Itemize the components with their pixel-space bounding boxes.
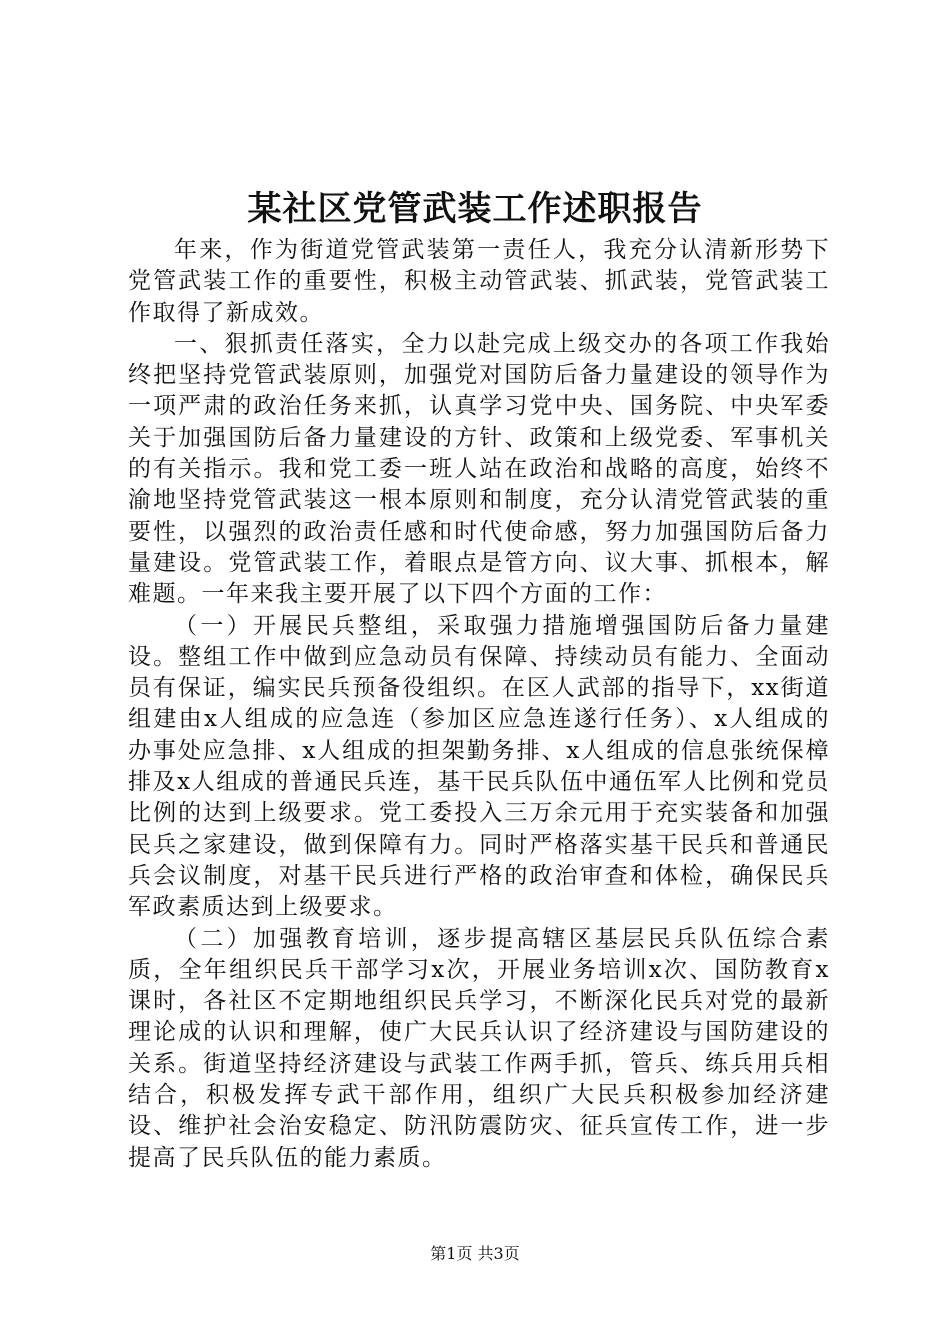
page-indicator: 第1页 共3页 bbox=[430, 1244, 520, 1263]
paragraph-intro: 年来，作为街道党管武装第一责任人，我充分认清新形势下党管武装工作的重要性，积极主动管武装、抓武装，党管武装工作取得了新成效。 bbox=[128, 237, 830, 326]
page-footer bbox=[0, 1242, 950, 1266]
paragraph-subsection-1: （一）开展民兵整组，采取强力措施增强国防后备力量建设。整组工作中做到应急动员有保障、持续动员有能力、全面动员有保证，编实民兵预备役组织。在区人武部的指导下，xx街道组建由x人组成的应急连（参加区应急连遂行任务）、x人组成的办事处应急排、x人组成的担架勤务排、x人组成的信息张统保樟排及x人组成的普通民兵连，基干民兵队伍中通伍军人比例和党员比例的达到上级要求。党工委投入三万余元用于充实装备和加强民兵之家建设，做到保障有力。同时严格落实基干民兵和普通民兵会议制度，对基干民兵进行严格的政治审查和体检，确保民兵军政素质达到上级要求。 bbox=[128, 612, 830, 921]
document-body bbox=[128, 235, 830, 1174]
page-title: 某社区党管武装工作述职报告 bbox=[247, 189, 703, 229]
paragraph-section-1: 一、狠抓责任落实，全力以赴完成上级交办的各项工作我始终把坚持党管武装原则，加强党对国防后备力量建设的领导作为一项严肃的政治任务来抓，认真学习党中央、国务院、中央军委关于加强国防后备力量建设的方针、政策和上级党委、军事机关的有关指示。我和党工委一班人站在政治和战略的高度，始终不渝地坚持党管武装这一根本原则和制度，充分认清党管武装的重要性，以强烈的政治责任感和时代使命感，努力加强国防后备力量建设。党管武装工作，着眼点是管方向、议大事、抓根本，解难题。一年来我主要开展了以下四个方面的工作： bbox=[128, 330, 830, 608]
paragraph-subsection-2: （二）加强教育培训，逐步提高辖区基层民兵队伍综合素质，全年组织民兵干部学习x次，开展业务培训x次、国防教育x课时，各社区不定期地组织民兵学习，不断深化民兵对党的最新理论成的认识和理解，使广大民兵认识了经济建设与国防建设的关系。街道坚持经济建设与武装工作两手抓，管兵、练兵用兵相结合，积极发挥专武干部作用，组织广大民兵积极参加经济建设、维护社会治安稳定、防汛防震防灾、征兵宣传工作，进一步提高了民兵队伍的能力素质。 bbox=[128, 925, 830, 1171]
